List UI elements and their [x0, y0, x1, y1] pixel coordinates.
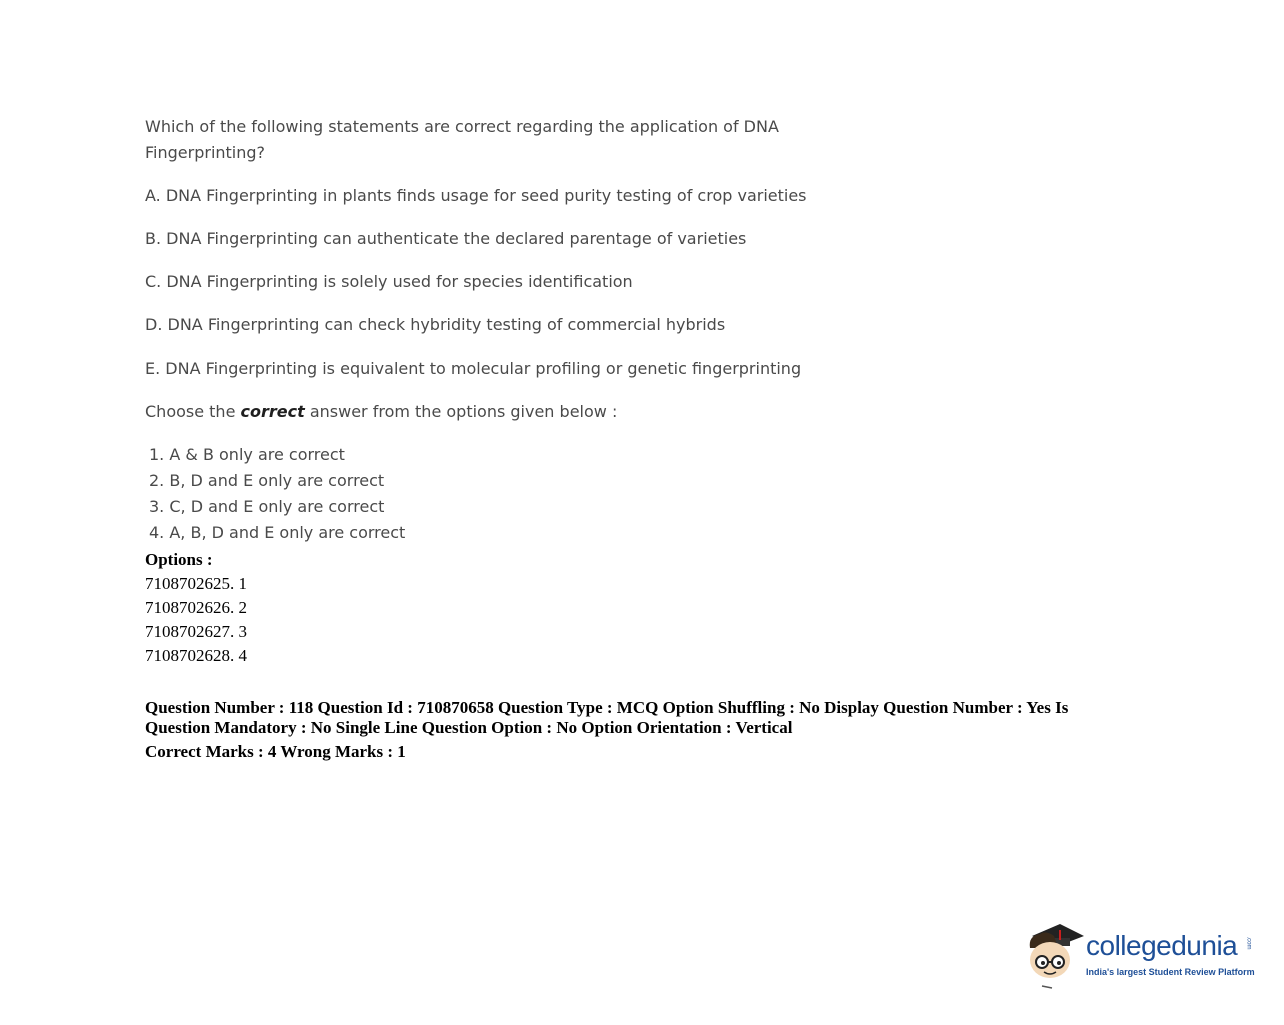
choose-prefix: Choose the [145, 402, 241, 421]
question-metadata [145, 698, 1068, 762]
statement-b: B. DNA Fingerprinting can authenticate the declared parentage of varieties [145, 229, 747, 248]
choose-emphasis: correct [240, 402, 305, 421]
metadata-line-1: Question Number : 118 Question Id : 710870658 Question Type : MCQ Option Shuffling : No Display Question Number : Yes Is [145, 698, 1069, 717]
option-id-4: 7108702628. 4 [145, 646, 247, 665]
answer-choice-3: 3. C, D and E only are correct [149, 497, 385, 516]
logo-tagline: India's largest Student Review Platform [1086, 967, 1255, 977]
metadata-marks: Correct Marks : 4 Wrong Marks : 1 [145, 742, 406, 761]
collegedunia-logo [1024, 918, 1264, 993]
option-id-2: 7108702626. 2 [145, 598, 247, 617]
logo-wordmark: collegedunia [1086, 930, 1238, 961]
mascot-icon [1024, 918, 1086, 990]
statement-c: C. DNA Fingerprinting is solely used for species identification [145, 272, 633, 291]
options-heading: Options : [145, 550, 213, 569]
statement-a: A. DNA Fingerprinting in plants finds usage for seed purity testing of crop varieties [145, 186, 807, 205]
logo-com-suffix: .com [1245, 936, 1252, 950]
answer-choice-1: 1. A & B only are correct [149, 445, 345, 464]
choose-instruction [145, 399, 617, 425]
statement-e: E. DNA Fingerprinting is equivalent to molecular profiling or genetic fingerprinting [145, 359, 802, 378]
question-stem-line-1: Which of the following statements are correct regarding the application of DNA [145, 117, 779, 136]
option-id-3: 7108702627. 3 [145, 622, 247, 641]
answer-choice-4: 4. A, B, D and E only are correct [149, 523, 406, 542]
answer-choices [149, 442, 405, 546]
choose-suffix: answer from the options given below : [304, 402, 618, 421]
option-id-1: 7108702625. 1 [145, 574, 247, 593]
metadata-line-2: Question Mandatory : No Single Line Question Option : No Option Orientation : Vertical [145, 718, 793, 737]
statement-d: D. DNA Fingerprinting can check hybridity testing of commercial hybrids [145, 315, 726, 334]
options-block [145, 548, 247, 668]
answer-choice-2: 2. B, D and E only are correct [149, 471, 385, 490]
question-stem-line-2: Fingerprinting? [145, 143, 266, 162]
